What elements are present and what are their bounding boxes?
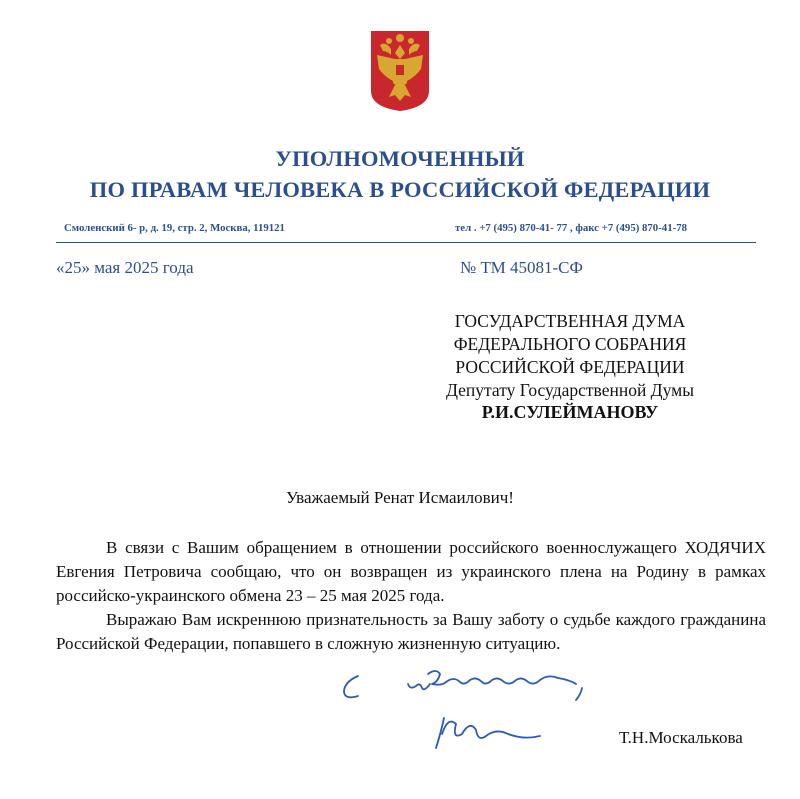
handwritten-closing-and-signature [336,660,596,760]
office-address: Смоленский 6- р, д. 19, стр. 2, Москва, 119121 [64,222,285,234]
addressee-name: Р.И.СУЛЕЙМАНОВУ [481,402,659,422]
header-divider [56,242,756,243]
body-paragraph-1: В связи с Вашим обращением в отношении российского военнослужащего ХОДЯЧИХ Евгения Петровича сообщаю, что он возвращен из украинского плена на Родину в рамках российско-украинского обмена 23 – 25 мая 2025 года. [56,538,766,605]
letter-body [56,536,766,656]
org-title-line2: ПО ПРАВАМ ЧЕЛОВЕКА В РОССИЙСКОЙ ФЕДЕРАЦИИ [89,177,711,202]
letter-number: № ТМ 45081-СФ [460,258,583,277]
addressee-line2: ФЕДЕРАЛЬНОГО СОБРАНИЯ [453,334,687,354]
office-contacts: тел . +7 (495) 870-41- 77 , факс +7 (495) 870-41-78 [455,222,687,234]
signer-name: Т.Н.Москалькова [619,728,743,747]
letter-date: «25» мая 2025 года [56,258,194,277]
addressee-position: Депутату Государственной Думы [446,380,694,400]
addressee-line3: РОССИЙСКОЙ ФЕДЕРАЦИИ [455,357,685,377]
salutation: Уважаемый Ренат Исмаилович! [286,488,514,507]
body-paragraph-2: Выражаю Вам искреннюю признательность за Вашу заботу о судьбе каждого гражданина Российской Федерации, попавшего в сложную жизненную ситуацию. [56,610,766,653]
coat-of-arms-icon [369,29,431,113]
org-title-line1: УПОЛНОМОЧЕННЫЙ [275,146,525,171]
addressee-line1: ГОСУДАРСТВЕННАЯ ДУМА [454,311,686,331]
